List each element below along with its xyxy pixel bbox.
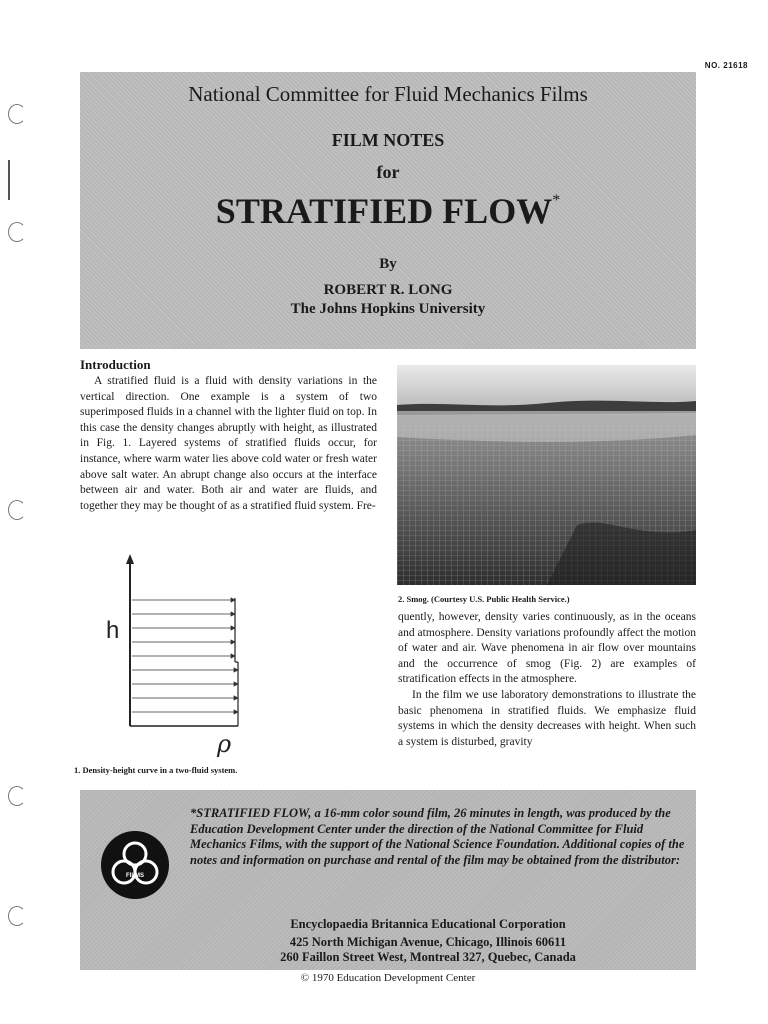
credits-text: *STRATIFIED FLOW, a 16-mm color sound film, 26 minutes in length, was produced by the Education Development Center under the direction of the National Committee for Fluid Mechanics Films, with the support of the National Science Foundation. Additional copies of the notes and information on purchase and rental of the film may be obtained from the distributor: <box>190 806 685 867</box>
by-label: By <box>379 256 397 272</box>
author-affiliation: The Johns Hopkins University <box>290 301 486 317</box>
h-axis-arrowhead <box>126 554 134 564</box>
distributor-address-us: 425 North Michigan Avenue, Chicago, Illinois 60611 <box>289 935 567 949</box>
copyright-notice: © 1970 Education Development Center <box>300 972 476 984</box>
smog-photograph <box>397 365 696 585</box>
intro-left-column <box>80 374 377 514</box>
smog-photo-image <box>397 365 696 585</box>
punch-hole-mark <box>8 786 26 806</box>
punch-hole-mark <box>8 500 26 520</box>
distributor-address-canada: 260 Faillon Street West, Montreal 327, Quebec, Canada <box>280 950 576 964</box>
credits-banner <box>80 790 696 970</box>
punch-hole-mark <box>8 906 26 926</box>
smog-layer <box>397 413 696 442</box>
rho-axis-label: ρ <box>217 730 232 758</box>
figure-1-caption: 1. Density-height curve in a two-fluid system. <box>74 765 238 775</box>
title-banner <box>80 72 696 349</box>
title-footnote-mark: * <box>552 192 561 209</box>
publisher-logo <box>100 830 170 900</box>
figure-1-diagram <box>80 552 380 762</box>
binding-mark <box>8 160 10 200</box>
intro-paragraph: A stratified fluid is a fluid with density variations in the vertical direction. One example is a system of two superimposed fluids in a channel with the lighter fluid on top. In this case the density changes abruptly with height, as illustrated in Fig. 1. Layered systems of stratified fluids occur, for instance, where warm water lies above cold water or fresh water above salt water. An abrupt change also occurs at the interface between air and water. Both air and water are fluids, and together they may be thought of as a stratified fluid system. Fre- <box>80 375 377 512</box>
author-name: ROBERT R. LONG <box>323 282 453 298</box>
document-title-text: STRATIFIED FLOW <box>215 191 553 231</box>
for-label: for <box>376 162 400 182</box>
organization-name: National Committee for Fluid Mechanics Films <box>188 82 588 106</box>
intro-right-column <box>398 610 696 750</box>
h-axis-label: h <box>106 617 120 644</box>
figure-2-caption: 2. Smog. (Courtesy U.S. Public Health Service.) <box>398 594 570 604</box>
document-number: NO. 21618 <box>704 61 748 70</box>
density-height-plot <box>80 552 380 762</box>
logo-text: FILMS <box>126 873 144 879</box>
logo-icon <box>100 830 170 900</box>
section-heading: Introduction <box>80 357 151 372</box>
punch-hole-mark <box>8 104 26 124</box>
intro-paragraph: quently, however, density varies continuously, as in the oceans and atmosphere. Density variations profoundly affect the motion of water and air. Wave phenomena in air flow over mountains and the occurrence of smog (Fig. 2) are examples of stratification effects in the atmosphere. <box>398 611 696 686</box>
punch-hole-mark <box>8 222 26 242</box>
intro-paragraph: In the film we use laboratory demonstrations to illustrate the basic phenomena in stratified fluids. We emphasize fluid systems in which the density decreases with height. When such a system is disturbed, gravity <box>398 688 696 748</box>
document-title <box>80 190 696 232</box>
film-notes-label: FILM NOTES <box>331 130 445 150</box>
distributor-name: Encyclopaedia Britannica Educational Corporation <box>290 917 566 931</box>
